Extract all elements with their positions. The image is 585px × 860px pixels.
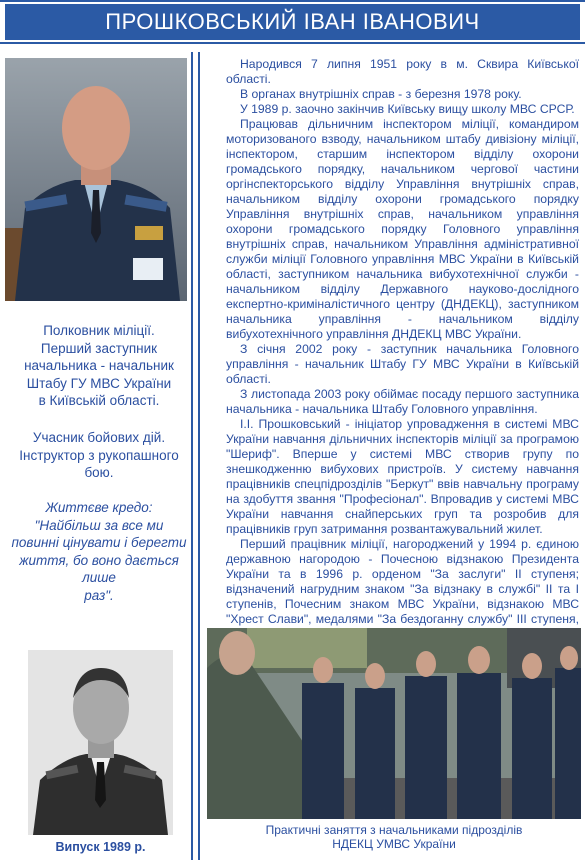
credo-title: Життєве кредо: xyxy=(45,500,153,515)
graduation-photo xyxy=(28,650,173,835)
bio-paragraph: Народився 7 липня 1951 року в м. Сквира Київської області. xyxy=(226,57,579,86)
combat-text xyxy=(5,429,193,482)
credo-text xyxy=(5,499,193,604)
header xyxy=(0,0,585,44)
column-divider-right xyxy=(198,52,200,860)
header-top-rule xyxy=(0,0,585,2)
rank-line: начальника - начальник xyxy=(24,358,174,373)
rank-text xyxy=(5,322,193,410)
credo-line: життя, бо воно дається лише xyxy=(19,552,179,585)
group-photo-caption xyxy=(207,823,581,851)
bio-paragraph: І.І. Прошковський - ініціатор упровадження в системі МВС України навчання дільничних інспекторів міліції за програмою "Шериф". Вперше у системі МВС створив групу по знешкодженню вибухових пристроїв. У систему навчання працівників спецпідрозділів "Беркут" ввів навчальну програму на здобуття звання "Професіонал". Впровадив у системі МВС України навчання снайперських груп та розробив для працівників груп затримання розвантажувальний жилет. xyxy=(226,417,579,536)
bio-paragraph: З січня 2002 року - заступник начальника Головного управління - начальник Штабу ГУ МВС України в Київській області. xyxy=(226,342,579,386)
caption-line: Практичні заняття з начальниками підрозділів xyxy=(265,823,523,837)
page-title: ПРОШКОВСЬКИЙ ІВАН ІВАНОВИЧ xyxy=(105,9,480,34)
rank-line: Перший заступник xyxy=(40,340,158,356)
bio-paragraph: Працював дільничним інспектором міліції, командиром моторизованого взводу, начальником штабу дивізіону міліції, інспектором, старшим інспектором відділу охорони громадського порядку, начальником чергової частини оргінспекторського відділу Управління внутрішніх справ, начальником відділу охорони громадського порядку Управління внутрішніх справ, начальником управління охорони громадського порядку Головного управління внутрішніх справ, начальником Управління адміністративної служби міліції Головного управління МВС України в Київській області, заступником начальника вибухотехнічної служби - начальником відділу Державного науково-дослідного експертно-криміналістичного центру (ДНДЕКЦ), заступником начальника управління - начальником відділу вибухотехнічного управління ДНДЕКЦ МВС України. xyxy=(226,117,579,341)
rank-line: Полковник міліції. xyxy=(43,323,155,338)
rank-line: в Київській області. xyxy=(38,393,160,408)
bio-paragraph: У 1989 р. заочно закінчив Київську вищу школу МВС СРСР. xyxy=(240,102,575,116)
bio-paragraph: Перший працівник міліції, нагороджений у 1994 р. єдиною державною нагородою - Почесною відзнакою Президента України та в 1996 р. орденом "За заслуги" ІІ ступеня; відзначений нагрудним знаком "За відзнаку в службі" ІІ та І ступенів, Почесним знаком МВС України, відзнакою МВС "Хрест Слави", медалями "За бездоганну службу" ІІІ ступеня, xyxy=(226,537,579,626)
combat-line: бою. xyxy=(84,465,114,480)
biography xyxy=(226,57,579,657)
header-bottom-rule xyxy=(0,42,585,44)
bio-paragraph: З листопада 2003 року обіймає посаду першого заступника начальника - начальника Штабу Головного управління. xyxy=(226,387,579,416)
portrait-photo xyxy=(5,58,187,301)
credo-line: раз". xyxy=(84,587,114,603)
group-photo xyxy=(207,628,581,819)
graduation-caption: Випуск 1989 р. xyxy=(55,840,146,854)
combat-line: Учасник бойових дій. xyxy=(32,430,166,445)
rank-line: Штабу ГУ МВС України xyxy=(26,375,172,391)
caption-line: НДЕКЦ УМВС України xyxy=(332,837,456,851)
bio-paragraph: В органах внутрішніх справ - з березня 1978 року. xyxy=(240,87,522,101)
combat-line: Інструктор з рукопашного xyxy=(19,447,179,463)
credo-line: повинні цінувати і берегти xyxy=(11,535,187,550)
credo-line: "Найбільш за все ми xyxy=(34,517,164,533)
